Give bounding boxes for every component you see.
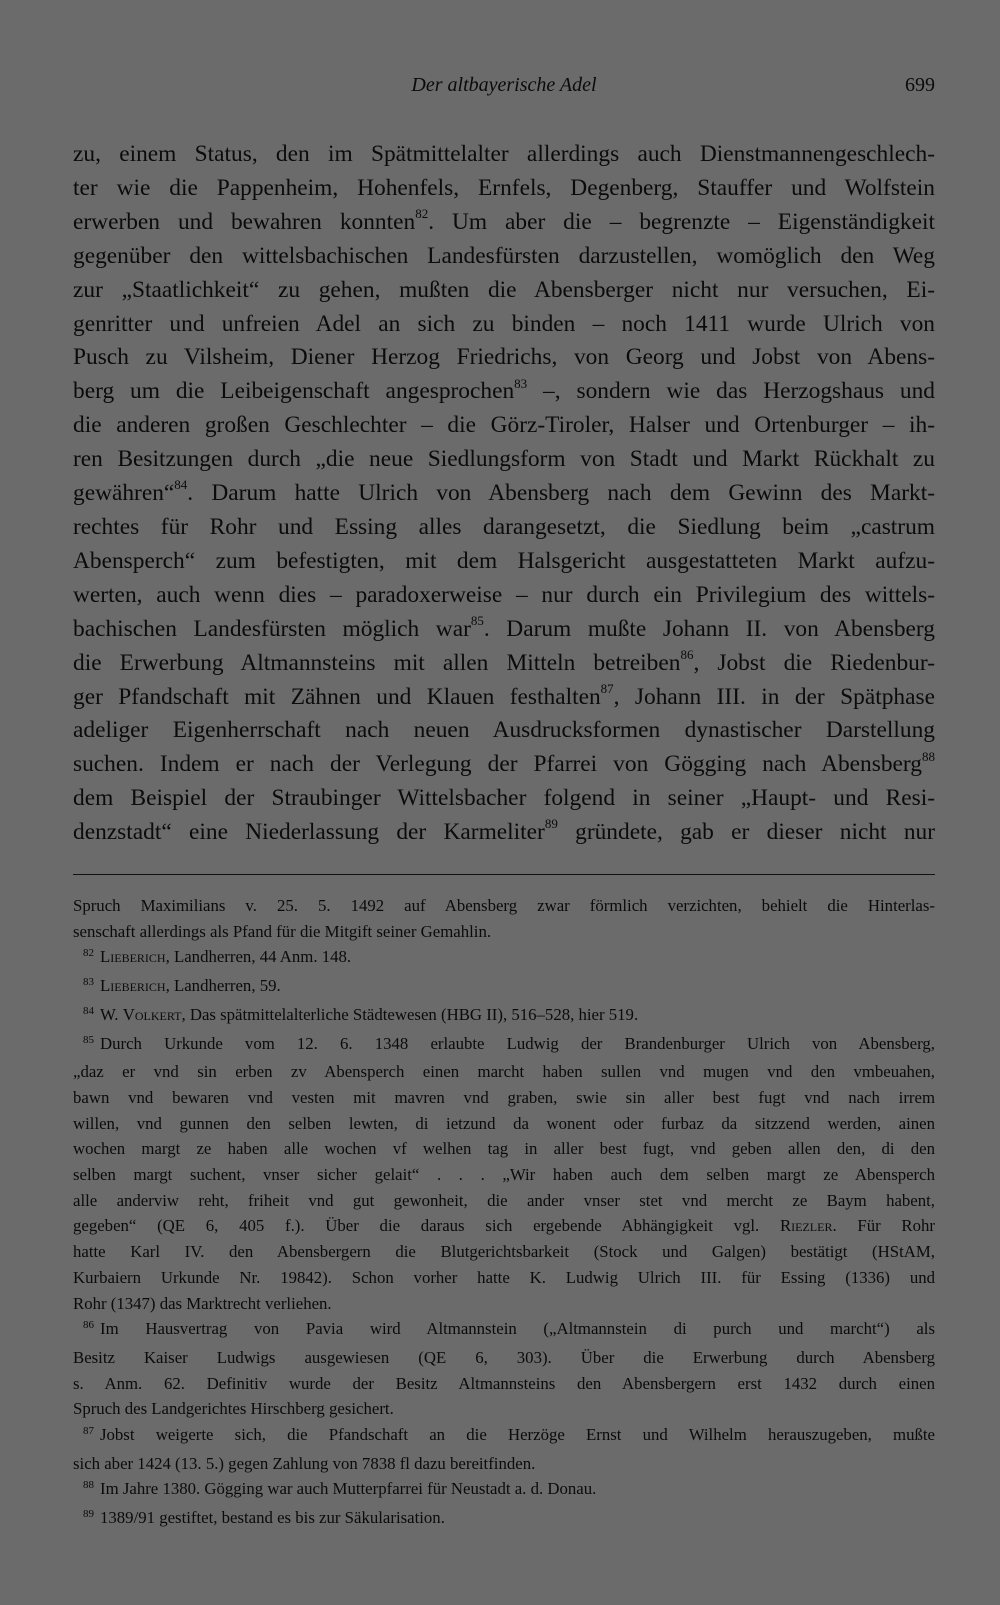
footnote-85: $^{85}$ Durch Urkunde vom 12. 6. 1348 erlaubte Ludwig der Brandenburger Ulrich von Abensberg,: [83, 1033, 935, 1053]
body-line: bachischen Landesfürsten möglich war$^{85}$. Darum mußte Johann II. von Abensberg: [73, 612, 935, 642]
body-line: ger Pfandschaft mit Zähnen und Klauen festhalten$^{87}$, Johann III. in der Spätphase: [73, 680, 935, 710]
body-line: gewähren“$^{84}$. Darum hatte Ulrich von Abensberg nach dem Gewinn des Markt-: [73, 477, 935, 507]
body-line: werten, auch wenn dies – paradoxerweise – nur durch ein Privilegium des wittels-: [73, 581, 935, 608]
footnote-ref: 87: [600, 680, 614, 696]
body-line: gegenüber den wittelsbachischen Landesfürsten darzustellen, womöglich den Weg: [73, 242, 935, 269]
body-line: zu, einem Status, den im Spätmittelalter allerdings auch Dienstmannengeschlech-: [73, 141, 935, 167]
footnote-ref: 85: [470, 612, 484, 628]
footnote-85-line: alle anderviw reht, friheit vnd gut gewonheit, die ander vnser stet vnd mercht ze Baym habent,: [73, 1190, 935, 1210]
footnote-86-line: s. Anm. 62. Definitiv wurde der Besitz Altmannsteins den Abensbergern erst 1432 durch einen: [73, 1373, 935, 1393]
footnote-87: $^{87}$ Jobst weigerte sich, die Pfandschaft an die Herzöge Ernst und Wilhelm herauszugeben, mußte: [83, 1425, 935, 1445]
body-line: die Erwerbung Altmannsteins mit allen Mitteln betreiben$^{86}$, Jobst die Riedenbur-: [73, 646, 935, 676]
footnote-85-line: hatte Karl IV. den Abensbergern die Blutgerichtsbarkeit (Stock und Galgen) bestätigt (HStAM,: [73, 1242, 935, 1262]
body-line: genritter und unfreien Adel an sich zu binden – noch 1411 wurde Ulrich von: [73, 310, 935, 337]
footnote-85-line: wochen margt ze haben alle wochen vf welhen tag in aller best fugt, vnd geben allen den, di den: [73, 1139, 935, 1159]
body-line: dem Beispiel der Straubinger Wittelsbacher folgend in seiner „Haupt- und Resi-: [73, 785, 935, 812]
footnote-ref: 83: [514, 375, 528, 391]
footnotes: [73, 893, 935, 1534]
footnote-continuation-line: Spruch Maximilians v. 25. 5. 1492 auf Abensberg zwar förmlich verzichten, behielt die Hinterlas-: [73, 896, 935, 915]
footnote-83: $^{83}$ Lieberich, Landherren, 59.: [83, 976, 281, 996]
body-line: Pusch zu Vilsheim, Diener Herzog Friedrichs, von Georg und Jobst von Abens-: [73, 344, 935, 371]
body-line: Abensperch“ zum befestigten, mit dem Halsgericht ausgestatteten Markt aufzu-: [73, 547, 935, 574]
footnote-86-line: Spruch des Landgerichtes Hirschberg gesichert.: [73, 1399, 394, 1419]
running-title: Der altbayerische Adel: [411, 74, 597, 96]
footnote-85-line: Kurbaiern Urkunde Nr. 19842). Schon vorher hatte K. Ludwig Ulrich III. für Essing (1336) und: [73, 1267, 935, 1287]
body-line: berg um die Leibeigenschaft angesprochen$^{83}$ –, sondern wie das Herzogshaus und: [73, 375, 935, 405]
footnote-85-line: willen, vnd gunnen den selben lewten, di ietzund da wonent oder furbaz da sitzzend werden, ainen: [73, 1113, 935, 1133]
body-line: erwerben und bewahren konnten$^{82}$. Um aber die – begrenzte – Eigenständigkeit: [73, 206, 936, 235]
body-line: die anderen großen Geschlechter – die Görz-Tiroler, Halser und Ortenburger – ih-: [73, 412, 935, 439]
running-head: [73, 74, 935, 104]
footnote-continuation-line: senschaft allerdings als Pfand für die Mitgift seiner Gemahlin.: [73, 921, 492, 941]
footnote-87-line: sich aber 1424 (13. 5.) gegen Zahlung von 7838 fl dazu bereitfinden.: [73, 1453, 536, 1473]
footnote-86-line: Besitz Kaiser Ludwigs ausgewiesen (QE 6, 303). Über die Erwerbung durch Abensberg: [73, 1347, 935, 1367]
footnote-85-line: Rohr (1347) das Marktrecht verliehen.: [73, 1293, 332, 1313]
body-line: zur „Staatlichkeit“ zu gehen, mußten die Abensberger nicht nur versuchen, Ei-: [73, 276, 935, 303]
body-line: suchen. Indem er nach der Verlegung der Pfarrei von Gögging nach Abensberg$^{88}$: [73, 748, 935, 778]
footnote-82: $^{82}$ Lieberich, Landherren, 44 Anm. 148.: [83, 947, 352, 967]
footnote-86: $^{86}$ Im Hausvertrag von Pavia wird Altmannstein („Altmannstein di purch und marcht“) als: [83, 1319, 935, 1339]
footnote-ref: 84: [174, 477, 188, 493]
footnote-85-line: gegeben“ (QE 6, 405 f.). Über die daraus sich ergebende Abhängigkeit vgl. Riezler. Für Rohr: [73, 1216, 935, 1236]
footnote-89: $^{89}$ 1389/91 gestiftet, bestand es bis zur Säkularisation.: [83, 1508, 445, 1528]
footnote-ref: 89: [544, 816, 558, 832]
body-line: denzstadt“ eine Niederlassung der Karmeliter$^{89}$ gründete, gab er dieser nicht nur: [73, 816, 936, 846]
body-line: ren Besitzungen durch „die neue Siedlungsform von Stadt und Markt Rückhalt zu: [73, 446, 935, 473]
footnote-ref: 82: [415, 206, 429, 222]
body-line: ter wie die Pappenheim, Hohenfels, Ernfels, Degenberg, Stauffer und Wolfstein: [73, 174, 935, 201]
footnote-ref: 88: [922, 748, 935, 764]
footnote-84: $^{84}$ W. Volkert, Das spätmittelalterliche Städtewesen (HBG II), 516–528, hier 519.: [83, 1004, 639, 1024]
footnote-divider: [73, 874, 935, 875]
footnote-88: $^{88}$ Im Jahre 1380. Gögging war auch Mutterpfarrei für Neustadt a. d. Donau.: [83, 1479, 597, 1499]
body-line: adeliger Eigenherrschaft nach neuen Ausdrucksformen dynastischer Darstellung: [73, 717, 935, 744]
footnote-85-line: „daz er vnd sin erben zv Abensperch einen marcht haben sullen vnd mugen vnd den vmbeuahen,: [73, 1062, 935, 1082]
footnote-ref: 86: [680, 646, 694, 662]
footnote-85-line: bawn vnd bewaren vnd vesten mit mavren vnd graben, swie sin aller best fugt vnd nach irrem: [73, 1087, 935, 1107]
body-text: [73, 138, 935, 850]
page-number: 699: [905, 74, 935, 96]
footnote-85-line: selben margt suchent, vnser sicher gelait“ . . . „Wir haben auch dem selben margt ze Abensperch: [73, 1165, 935, 1185]
body-line: rechtes für Rohr und Essing alles darangesetzt, die Siedlung beim „castrum: [73, 513, 935, 540]
